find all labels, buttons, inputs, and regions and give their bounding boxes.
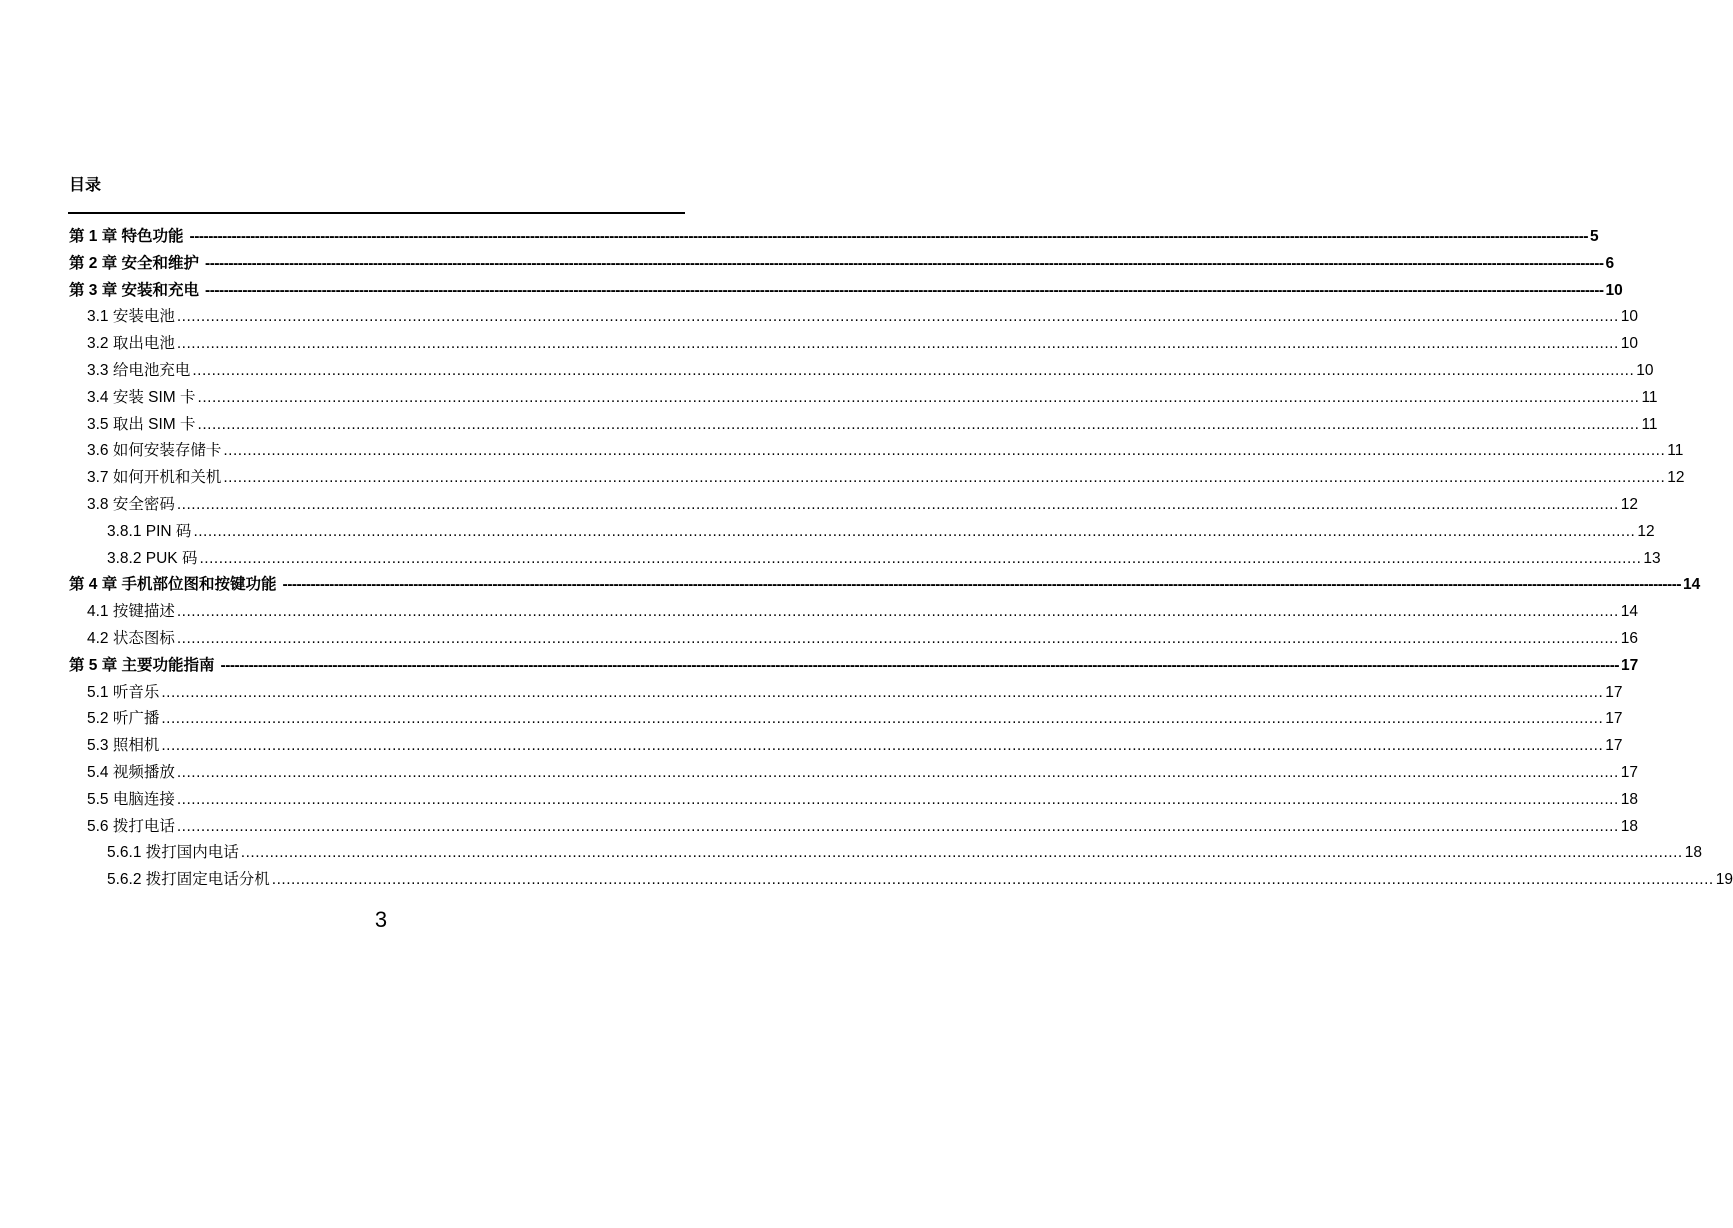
toc-dot-leader: ............................................................................................................................................................................................................................................................................................................ — [176, 763, 1619, 781]
toc-entry-page-number: 17 — [1605, 683, 1623, 701]
toc-chapter-entry[interactable] — [69, 251, 1615, 278]
toc-section-entry[interactable] — [69, 680, 1623, 707]
toc-entry-page-number: 5 — [1590, 228, 1599, 245]
toc-entry-page-number: 17 — [1621, 656, 1639, 674]
toc-divider — [68, 212, 685, 214]
toc-chapter-entry[interactable] — [69, 278, 1623, 305]
toc-section-entry[interactable] — [69, 412, 1658, 439]
toc-entry-label: 5.6.1 拨打国内电话 — [107, 844, 239, 862]
toc-section-entry[interactable] — [69, 760, 1639, 787]
toc-entry-page-number: 17 — [1605, 737, 1623, 755]
toc-dot-leader: ............................................................................................................................................................................................................................................................................................................ — [176, 603, 1619, 621]
toc-dot-leader: ............................................................................................................................................................................................................................................................................................................ — [161, 683, 1604, 701]
toc-dot-leader: ............................................................................................................................................................................................................................................................................................................ — [176, 335, 1619, 353]
toc-heading: 目录 — [69, 177, 102, 194]
toc-chapter-entry[interactable] — [69, 224, 1599, 251]
toc-section-entry[interactable] — [69, 733, 1623, 760]
toc-entry-page-number: 17 — [1605, 710, 1623, 728]
toc-section-entry[interactable] — [69, 546, 1661, 573]
toc-list — [69, 224, 1733, 894]
toc-entry-page-number: 6 — [1605, 254, 1615, 272]
toc-entry-page-number: 17 — [1620, 763, 1639, 781]
toc-entry-page-number: 11 — [1667, 442, 1684, 460]
toc-section-entry[interactable] — [69, 787, 1639, 814]
toc-dot-leader: ............................................................................................................................................................................................................................................................................................................ — [193, 522, 1636, 540]
toc-entry-label: 第 3 章 安装和充电 — [69, 281, 200, 299]
toc-entry-page-number: 14 — [1620, 603, 1639, 621]
toc-section-entry[interactable] — [69, 519, 1655, 546]
toc-dot-leader: ............................................................................................................................................................................................................................................................................................................ — [199, 549, 1642, 567]
toc-dot-leader: ............................................................................................................................................................................................................................................................................................................ — [176, 629, 1619, 647]
toc-entry-page-number: 10 — [1620, 335, 1639, 353]
toc-entry-label: 3.5 取出 SIM 卡 — [87, 415, 196, 433]
toc-section-entry[interactable] — [69, 385, 1658, 412]
toc-section-entry[interactable] — [69, 599, 1639, 626]
page-number: 3 — [374, 907, 388, 932]
toc-section-entry[interactable] — [69, 867, 1733, 894]
toc-dot-leader: ............................................................................................................................................................................................................................................................................................................ — [176, 495, 1619, 513]
toc-entry-page-number: 10 — [1605, 281, 1623, 299]
toc-entry-page-number: 14 — [1683, 576, 1701, 594]
toc-entry-label: 5.3 照相机 — [87, 737, 160, 755]
toc-entry-label: 第 2 章 安全和维护 — [69, 254, 200, 272]
toc-entry-label: 5.2 听广播 — [87, 710, 160, 728]
toc-entry-label: 第 1 章 特色功能 — [69, 228, 184, 245]
toc-dot-leader: ------------------------------------------------------------------------------------------------------------------------------------------------------------------------------------------------------------------------------------------------------------------------------------------------------------ — [189, 228, 1589, 245]
toc-entry-page-number: 12 — [1620, 495, 1639, 513]
toc-entry-page-number: 12 — [1667, 469, 1685, 487]
toc-entry-label: 3.7 如何开机和关机 — [87, 469, 222, 487]
toc-dot-leader: ............................................................................................................................................................................................................................................................................................................ — [223, 442, 1666, 460]
toc-section-entry[interactable] — [69, 492, 1639, 519]
toc-entry-label: 3.1 安装电池 — [87, 308, 175, 326]
toc-entry-page-number: 19 — [1715, 871, 1733, 889]
toc-dot-leader: ............................................................................................................................................................................................................................................................................................................ — [197, 415, 1640, 433]
toc-dot-leader: ------------------------------------------------------------------------------------------------------------------------------------------------------------------------------------------------------------------------------------------------------------------------------------------------------------ — [220, 656, 1620, 674]
toc-entry-label: 3.4 安装 SIM 卡 — [87, 388, 196, 406]
toc-dot-leader: ............................................................................................................................................................................................................................................................................................................ — [176, 308, 1619, 326]
toc-entry-page-number: 11 — [1641, 415, 1658, 433]
toc-dot-leader: ............................................................................................................................................................................................................................................................................................................ — [197, 388, 1640, 406]
toc-entry-page-number: 12 — [1637, 522, 1655, 540]
toc-entry-page-number: 16 — [1620, 629, 1639, 647]
toc-section-entry[interactable] — [69, 626, 1639, 653]
toc-section-entry[interactable] — [69, 706, 1623, 733]
toc-entry-page-number: 10 — [1636, 361, 1654, 379]
toc-entry-label: 5.4 视频播放 — [87, 763, 175, 781]
toc-dot-leader: ............................................................................................................................................................................................................................................................................................................ — [223, 469, 1666, 487]
toc-entry-label: 3.6 如何安装存储卡 — [87, 442, 222, 460]
toc-entry-label: 5.6 拨打电话 — [87, 817, 175, 835]
toc-dot-leader: ............................................................................................................................................................................................................................................................................................................ — [161, 710, 1604, 728]
toc-entry-label: 3.3 给电池充电 — [87, 361, 191, 379]
toc-entry-label: 5.5 电脑连接 — [87, 790, 175, 808]
toc-dot-leader: ............................................................................................................................................................................................................................................................................................................ — [240, 844, 1683, 862]
toc-chapter-entry[interactable] — [69, 653, 1639, 680]
toc-section-entry[interactable] — [69, 331, 1639, 358]
toc-entry-label: 4.1 按键描述 — [87, 603, 175, 621]
toc-dot-leader: ............................................................................................................................................................................................................................................................................................................ — [176, 790, 1619, 808]
toc-dot-leader: ------------------------------------------------------------------------------------------------------------------------------------------------------------------------------------------------------------------------------------------------------------------------------------------------------------ — [282, 576, 1682, 594]
toc-section-entry[interactable] — [69, 438, 1684, 465]
toc-entry-page-number: 11 — [1641, 388, 1658, 406]
toc-entry-label: 5.6.2 拨打固定电话分机 — [107, 871, 270, 889]
toc-dot-leader: ............................................................................................................................................................................................................................................................................................................ — [176, 817, 1619, 835]
toc-dot-leader: ------------------------------------------------------------------------------------------------------------------------------------------------------------------------------------------------------------------------------------------------------------------------------------------------------------ — [205, 281, 1604, 299]
toc-section-entry[interactable] — [69, 304, 1639, 331]
toc-entry-label: 第 5 章 主要功能指南 — [69, 656, 215, 674]
toc-entry-page-number: 18 — [1620, 817, 1639, 835]
toc-dot-leader: ............................................................................................................................................................................................................................................................................................................ — [161, 737, 1604, 755]
toc-entry-page-number: 10 — [1620, 308, 1639, 326]
toc-entry-label: 3.8.1 PIN 码 — [107, 522, 192, 540]
toc-entry-page-number: 18 — [1684, 844, 1702, 862]
toc-entry-label: 第 4 章 手机部位图和按键功能 — [69, 576, 277, 594]
toc-entry-label: 3.8.2 PUK 码 — [107, 549, 198, 567]
toc-entry-label: 3.8 安全密码 — [87, 495, 175, 513]
toc-section-entry[interactable] — [69, 465, 1685, 492]
toc-entry-page-number: 13 — [1643, 549, 1661, 567]
toc-chapter-entry[interactable] — [69, 572, 1701, 599]
toc-entry-label: 3.2 取出电池 — [87, 335, 175, 353]
toc-dot-leader: ............................................................................................................................................................................................................................................................................................................ — [192, 361, 1635, 379]
toc-dot-leader: ............................................................................................................................................................................................................................................................................................................ — [271, 871, 1714, 889]
toc-dot-leader: ------------------------------------------------------------------------------------------------------------------------------------------------------------------------------------------------------------------------------------------------------------------------------------------------------------ — [205, 254, 1604, 272]
toc-entry-page-number: 18 — [1620, 790, 1639, 808]
toc-entry-label: 5.1 听音乐 — [87, 683, 160, 701]
toc-entry-label: 4.2 状态图标 — [87, 629, 175, 647]
toc-section-entry[interactable] — [69, 840, 1702, 867]
toc-section-entry[interactable] — [69, 814, 1639, 841]
toc-section-entry[interactable] — [69, 358, 1654, 385]
